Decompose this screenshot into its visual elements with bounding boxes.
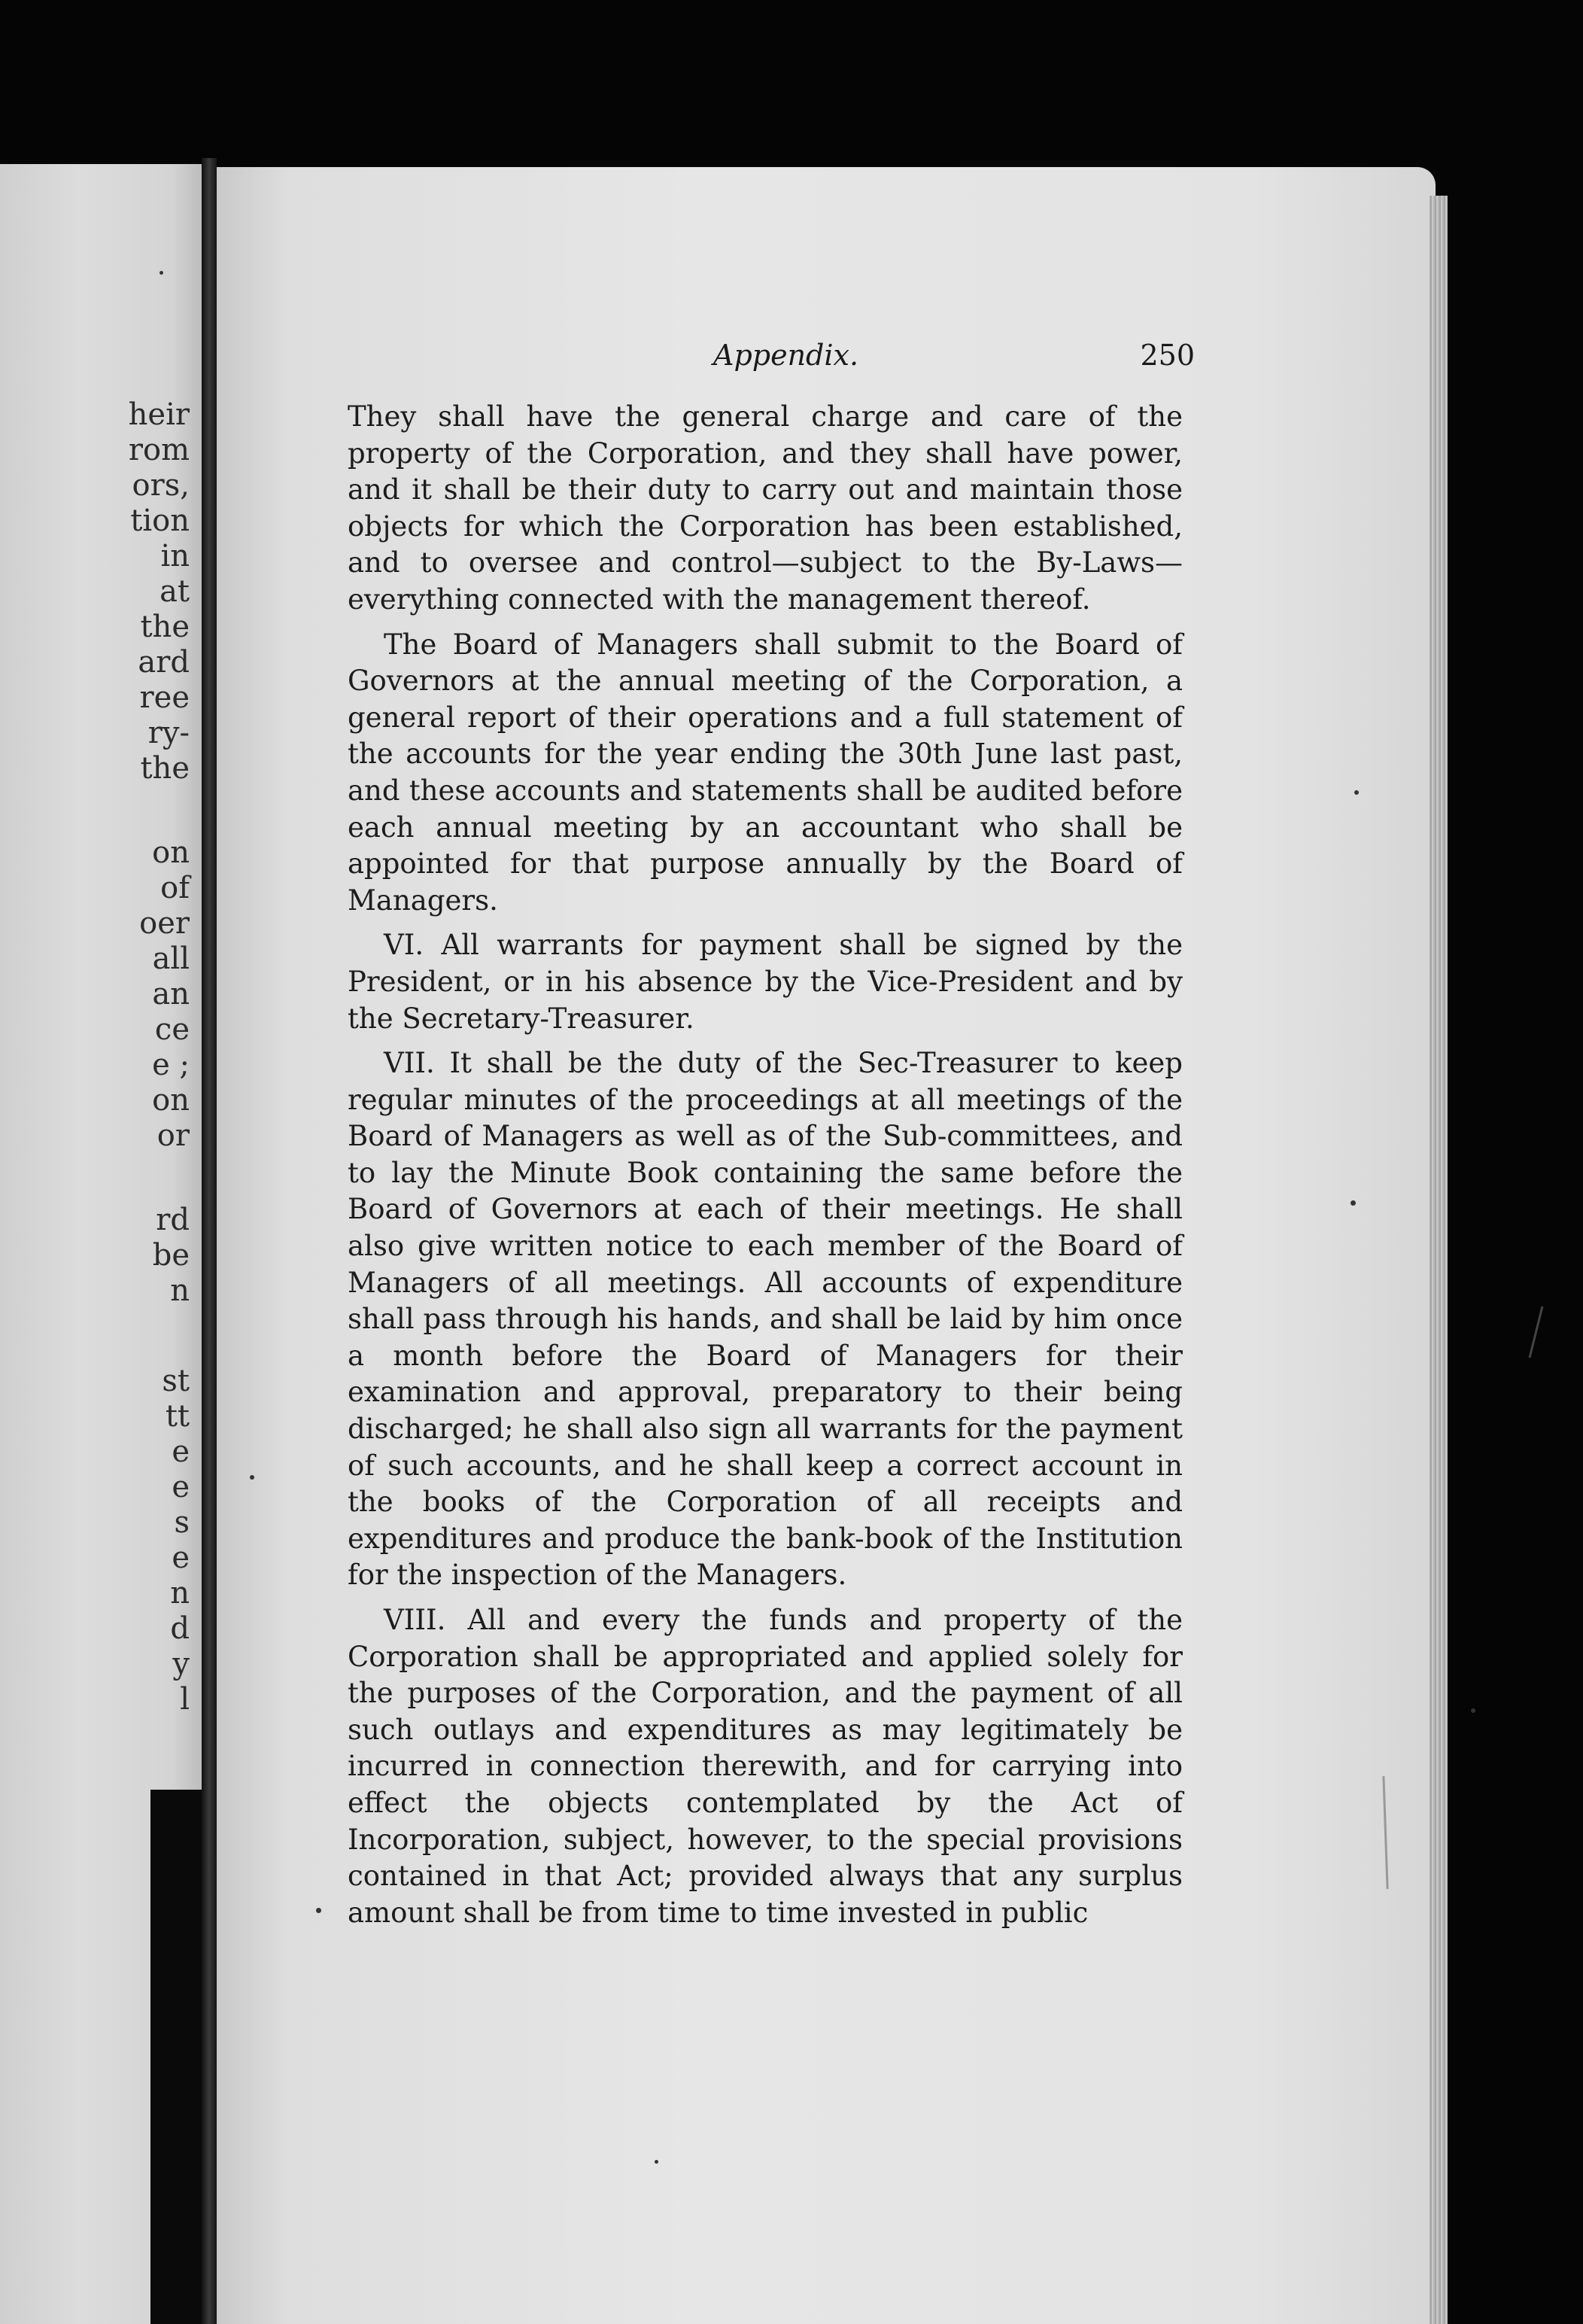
- left-page-fragment: [0, 164, 202, 2324]
- left-line: the: [140, 610, 190, 644]
- left-line: the: [140, 751, 190, 786]
- left-line: on: [152, 835, 190, 870]
- speck: [1354, 790, 1359, 795]
- speck: [1471, 1708, 1475, 1713]
- left-line: e: [172, 1434, 190, 1469]
- scan-mark: [1529, 1306, 1544, 1358]
- left-line: e: [172, 1470, 190, 1504]
- left-line: or: [156, 1118, 190, 1153]
- paragraph-annual-report: The Board of Managers shall submit to the Board of Governors at the annual meeting of the Corporation, a general report of their operations and a full statement of the accounts for the year ending the 30th June last past, and these accounts and statements shall be audited before each annual meeting by an accountant who shall be appointed for that purpose annually by the Board of Managers.: [348, 628, 1183, 917]
- left-line: y: [172, 1647, 190, 1681]
- left-line: at: [160, 574, 190, 609]
- speck: [160, 271, 163, 275]
- left-line: of: [160, 871, 190, 905]
- paragraph-general-charge: They shall have the general charge and care of the property of the Corporation, and they shall have power, and it shall be their duty to carry out and maintain those objects for which the Corporation has been established, and to oversee and control—subject to the By-Laws—everything connected with the management thereof.: [348, 400, 1183, 616]
- speck: [316, 1908, 321, 1913]
- speck: [250, 1475, 254, 1480]
- page-edge-stack: [1430, 196, 1448, 2324]
- body-text: [348, 399, 1183, 1939]
- left-line: ce: [154, 1012, 190, 1047]
- running-title: Appendix.: [713, 339, 859, 372]
- left-line: all: [152, 941, 190, 976]
- left-line: oer: [139, 906, 190, 941]
- left-line: rom: [128, 433, 190, 467]
- left-line: on: [152, 1083, 190, 1118]
- left-line: ors,: [132, 468, 190, 503]
- left-line: s: [174, 1505, 190, 1540]
- page-number: 250: [1140, 339, 1195, 372]
- running-head: [354, 339, 1195, 384]
- left-line: an: [152, 977, 190, 1011]
- left-line: be: [152, 1238, 190, 1273]
- left-line: tion: [130, 503, 190, 538]
- left-line: n: [170, 1576, 190, 1611]
- left-line: ard: [138, 645, 190, 680]
- left-line: ree: [139, 680, 190, 715]
- left-line: l: [180, 1682, 190, 1717]
- speck: [655, 2160, 658, 2164]
- left-line: heir: [128, 397, 190, 432]
- paragraph-section-viii: VIII. All and every the funds and property of the Corporation shall be appropriated and applied solely for the purposes of the Corporation, and the payment of all such outlays and expenditures as may legitimately be incurred in connection therewith, and for carrying into effect the objects contemplated by the Act of Incorporation, subject, however, to the special provisions contained in that Act; provided always that any surplus amount shall be from time to time invested in public: [348, 1604, 1183, 1929]
- paragraph-section-vii: VII. It shall be the duty of the Sec-Treasurer to keep regular minutes of the proceedings at all meetings of the Board of Managers as well as of the Sub-committees, and to lay the Minute Book containing the same before the Board of Governors at each of their meetings. He shall also give written notice to each member of the Board of Managers of all meetings. All accounts of expenditure shall pass through his hands, and shall be laid by him once a month before the Board of Managers for their examination and approval, preparatory to their being discharged; he shall also sign all warrants for the payment of such accounts, and he shall keep a correct account in the books of the Corporation of all receipts and expenditures and produce the bank-book of the Institution for the inspection of the Managers.: [348, 1047, 1183, 1592]
- left-line: ry-: [147, 716, 190, 750]
- left-line: in: [160, 539, 190, 573]
- left-page-shadow: [150, 1790, 202, 2324]
- left-line: st: [162, 1364, 190, 1398]
- left-line: rd: [156, 1203, 190, 1237]
- paragraph-section-vi: VI. All warrants for payment shall be signed by the President, or in his absence by the Vice-President and by the Secretary-Treasurer.: [348, 929, 1183, 1035]
- left-line: tt: [165, 1399, 190, 1434]
- speck: [1351, 1200, 1356, 1206]
- left-line: e ;: [152, 1048, 190, 1082]
- book-gutter: [202, 158, 217, 2324]
- left-line: e: [172, 1541, 190, 1575]
- left-line: d: [170, 1611, 190, 1646]
- left-line: n: [170, 1273, 190, 1308]
